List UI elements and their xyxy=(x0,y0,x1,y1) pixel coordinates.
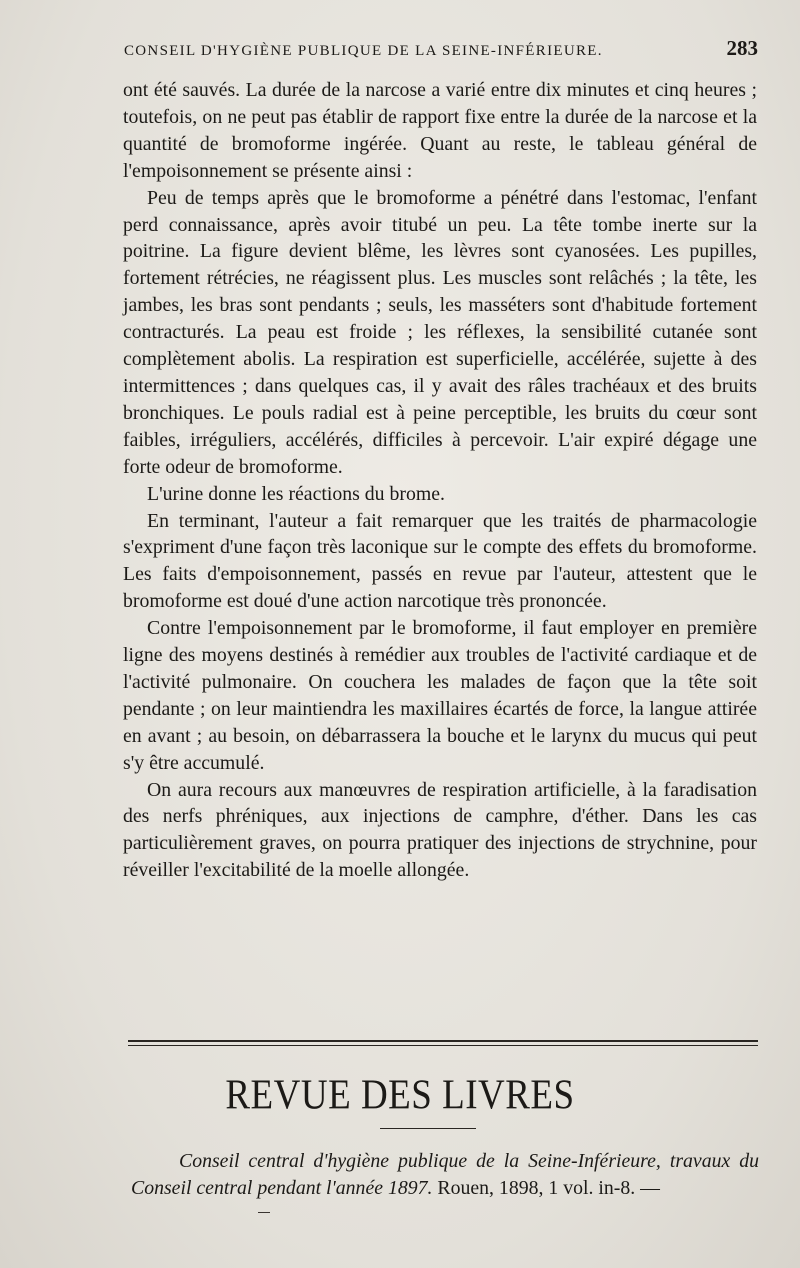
paragraph: On aura recours aux manœuvres de respiration artificielle, à la faradisation des nerfs phréniques, aux injections de camphre, d'éther. Dans les cas particulièrement graves, on pourra pratiquer des injections de strychnine, pour réveiller l'excitabilité de la moelle allongée. xyxy=(123,778,757,882)
running-title: CONSEIL D'HYGIÈNE PUBLIQUE DE LA SEINE-INFÉRIEURE. xyxy=(124,43,603,59)
section-title: REVUE DES LIVRES xyxy=(225,1071,575,1120)
title-underline xyxy=(380,1128,476,1129)
reference-title: Conseil central d'hygiène publique de la Seine-Inférieure, travaux du Conseil central pendant l'année 1897. xyxy=(131,1150,759,1199)
paragraph: En terminant, l'auteur a fait remarquer que les traités de pharmacologie s'expriment d'une façon très laconique sur le compte des effets du bromoforme. Les faits d'empoisonnement, passés en revue par l'auteur, attestent que le bromoforme est doué d'une action narcotique très prononcée. xyxy=(123,509,757,613)
book-reference xyxy=(131,1148,759,1202)
page-number: 283 xyxy=(726,36,758,60)
printer-mark xyxy=(258,1212,270,1213)
divider-rule-thin xyxy=(128,1045,758,1046)
paragraph: Peu de temps après que le bromoforme a pénétré dans l'estomac, l'enfant perd connaissance, après avoir titubé un peu. La tête tombe inerte sur la poitrine. La figure devient blême, les lèvres sont cyanosées. Les pupilles, fortement rétrécies, ne réagissent plus. Les muscles sont relâchés ; la tête, les jambes, les bras sont pendants ; seuls, les masséters sont d'habitude fortement contracturés. La peau est froide ; les réflexes, la sensibilité cutanée sont complètement abolis. La respiration est superficielle, accélérée, sujette à des intermittences ; dans quelques cas, il y avait des râles trachéaux et des bruits bronchiques. Le pouls radial est à peine perceptible, les bruits du cœur sont faibles, irréguliers, accélérés, difficiles à percevoir. L'air expiré dégage une forte odeur de bromoforme. xyxy=(123,186,757,478)
section-divider xyxy=(128,1040,758,1046)
paragraph: ont été sauvés. La durée de la narcose a varié entre dix minutes et cinq heures ; toutefois, on ne peut pas établir de rapport fixe entre la durée de la narcose et la quantité de bromoforme ingérée. Quant au reste, le tableau général de l'empoisonnement se présente ainsi : xyxy=(123,79,757,182)
divider-rule-thick xyxy=(128,1040,758,1042)
article-body xyxy=(123,77,757,884)
paragraph: Contre l'empoisonnement par le bromoforme, il faut employer en première ligne des moyens destinés à remédier aux troubles de l'activité cardiaque et de l'activité pulmonaire. On couchera les malades de façon que la tête soit pendante ; on leur maintiendra les maxillaires écartés de force, la langue attirée en avant ; au besoin, on débarrassera la bouche et le larynx du mucus qui peut s'y être accumulé. xyxy=(123,617,757,774)
reference-publication: Rouen, 1898, 1 vol. in-8. — xyxy=(432,1177,660,1199)
running-header xyxy=(124,36,758,61)
paragraph: L'urine donne les réactions du brome. xyxy=(147,482,445,505)
